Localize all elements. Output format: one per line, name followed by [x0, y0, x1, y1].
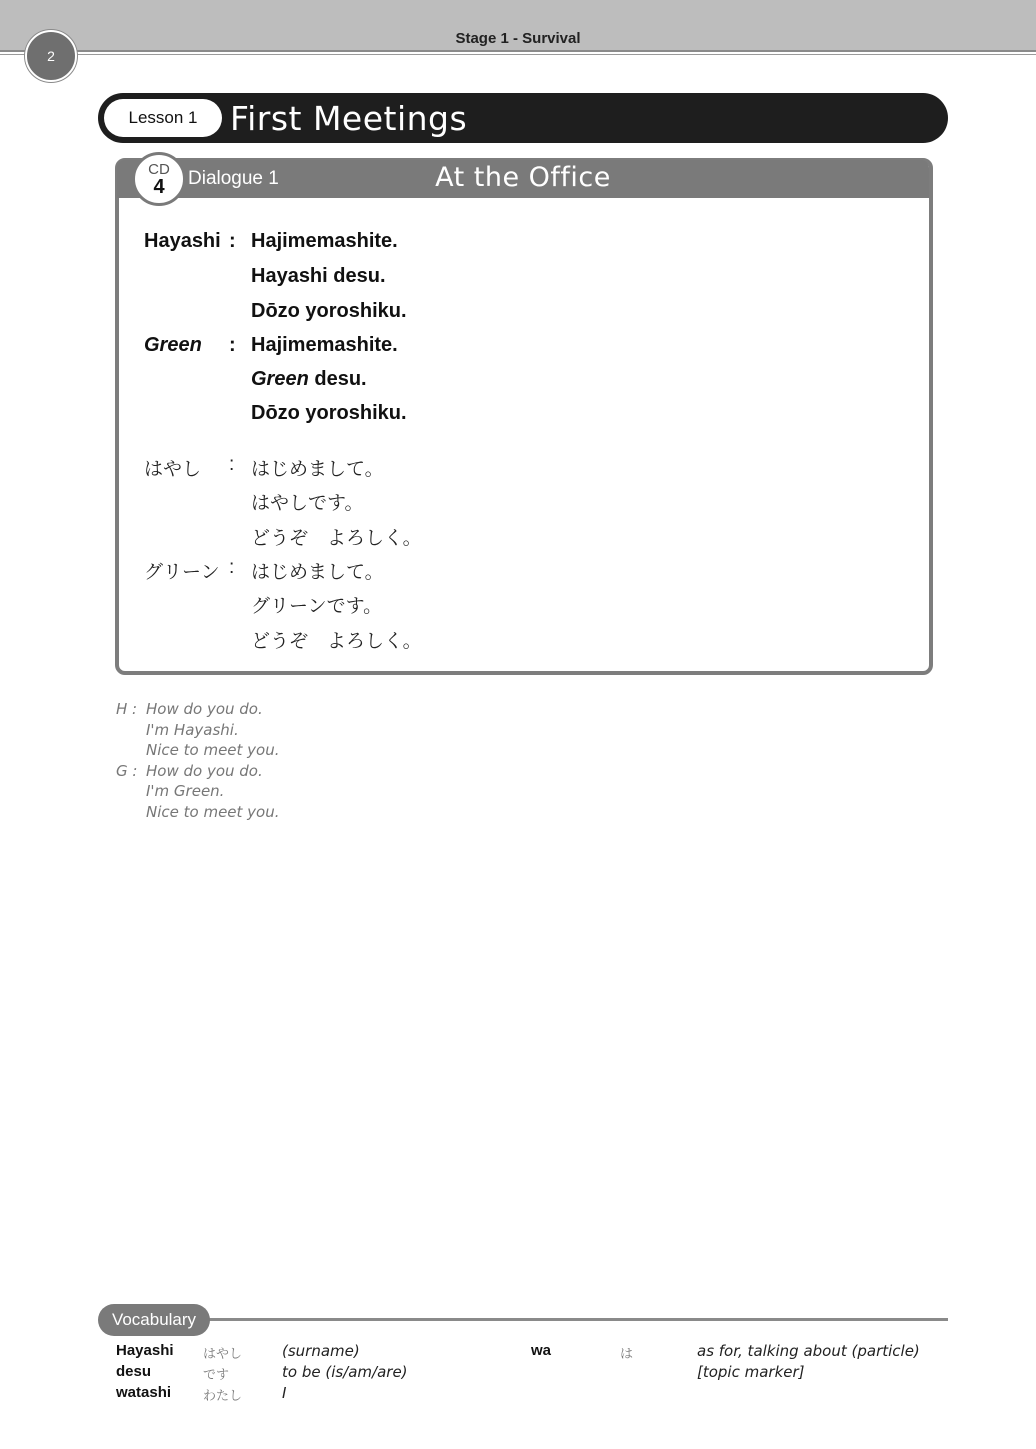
translation-line: How do you do. — [146, 700, 263, 718]
vocab-word: watashi — [116, 1384, 172, 1401]
vocabulary-rule — [200, 1318, 948, 1321]
speaker-name-inline: Green — [251, 368, 309, 390]
dialogue-line-jp: はじめまして。 — [251, 562, 384, 583]
translation-line: How do you do. — [146, 762, 263, 780]
cd-label: CD — [148, 161, 170, 178]
lesson-title-bar — [98, 93, 948, 143]
speaker-colon: : — [229, 230, 236, 252]
translation-line: Nice to meet you. — [146, 741, 280, 759]
vocab-definition: (surname) — [282, 1342, 360, 1360]
vocab-word: desu — [116, 1363, 152, 1380]
header-rule — [0, 50, 1036, 52]
speaker-hayashi: Hayashi — [144, 230, 221, 252]
vocab-definition: I — [282, 1384, 287, 1402]
speaker-green-jp: グリーン — [144, 562, 220, 583]
dialogue-line-jp: どうぞ よろしく。 — [251, 631, 422, 652]
running-head: Stage 1 - Survival — [455, 30, 581, 47]
speaker-hayashi-jp: はやし — [144, 459, 202, 480]
vocab-kana: は — [620, 1346, 634, 1361]
dialogue-line-jp: はじめまして。 — [251, 459, 384, 480]
translation-prefix-h: H : — [116, 700, 138, 718]
dialogue-line-rest: desu. — [308, 368, 367, 390]
translation-line: I'm Hayashi. — [146, 721, 239, 739]
vocab-word: Hayashi — [116, 1342, 174, 1359]
vocab-definition: to be (is/am/are) — [282, 1363, 408, 1381]
lesson-label: Lesson 1 — [104, 99, 222, 137]
vocab-kana: です — [203, 1367, 230, 1382]
speaker-colon: : — [229, 334, 236, 356]
dialogue-line: Dōzo yoroshiku. — [251, 300, 407, 322]
vocab-definition-note: [topic marker] — [697, 1363, 805, 1381]
speaker-colon: : — [229, 557, 235, 578]
dialogue-line: Hajimemashite. — [251, 334, 398, 356]
dialogue-label: Dialogue 1 — [188, 168, 279, 189]
vocabulary-label: Vocabulary — [98, 1304, 210, 1336]
speaker-colon: : — [229, 454, 235, 475]
vocab-kana: わたし — [203, 1388, 243, 1403]
speaker-green: Green — [144, 334, 202, 356]
vocab-definition: as for, talking about (particle) — [697, 1342, 920, 1360]
vocab-kana: はやし — [203, 1346, 243, 1361]
dialogue-line: Hajimemashite. — [251, 230, 398, 252]
translation-line: I'm Green. — [146, 782, 225, 800]
header-rule-thin — [0, 54, 1036, 55]
translation-prefix-g: G : — [116, 762, 138, 780]
dialogue-line: Dōzo yoroshiku. — [251, 402, 407, 424]
dialogue-title: At the Office — [435, 162, 611, 193]
dialogue-box — [115, 158, 933, 675]
translation-line: Nice to meet you. — [146, 803, 280, 821]
dialogue-line-jp: どうぞ よろしく。 — [251, 528, 422, 549]
page-number: 2 — [25, 30, 77, 82]
dialogue-line — [251, 368, 367, 391]
dialogue-line-jp: グリーンです。 — [251, 596, 383, 617]
dialogue-line-jp: はやしです。 — [251, 493, 364, 514]
dialogue-line: Hayashi desu. — [251, 265, 386, 287]
lesson-title: First Meetings — [230, 99, 468, 138]
vocab-word: wa — [531, 1342, 552, 1359]
cd-track-number: 4 — [153, 176, 165, 198]
